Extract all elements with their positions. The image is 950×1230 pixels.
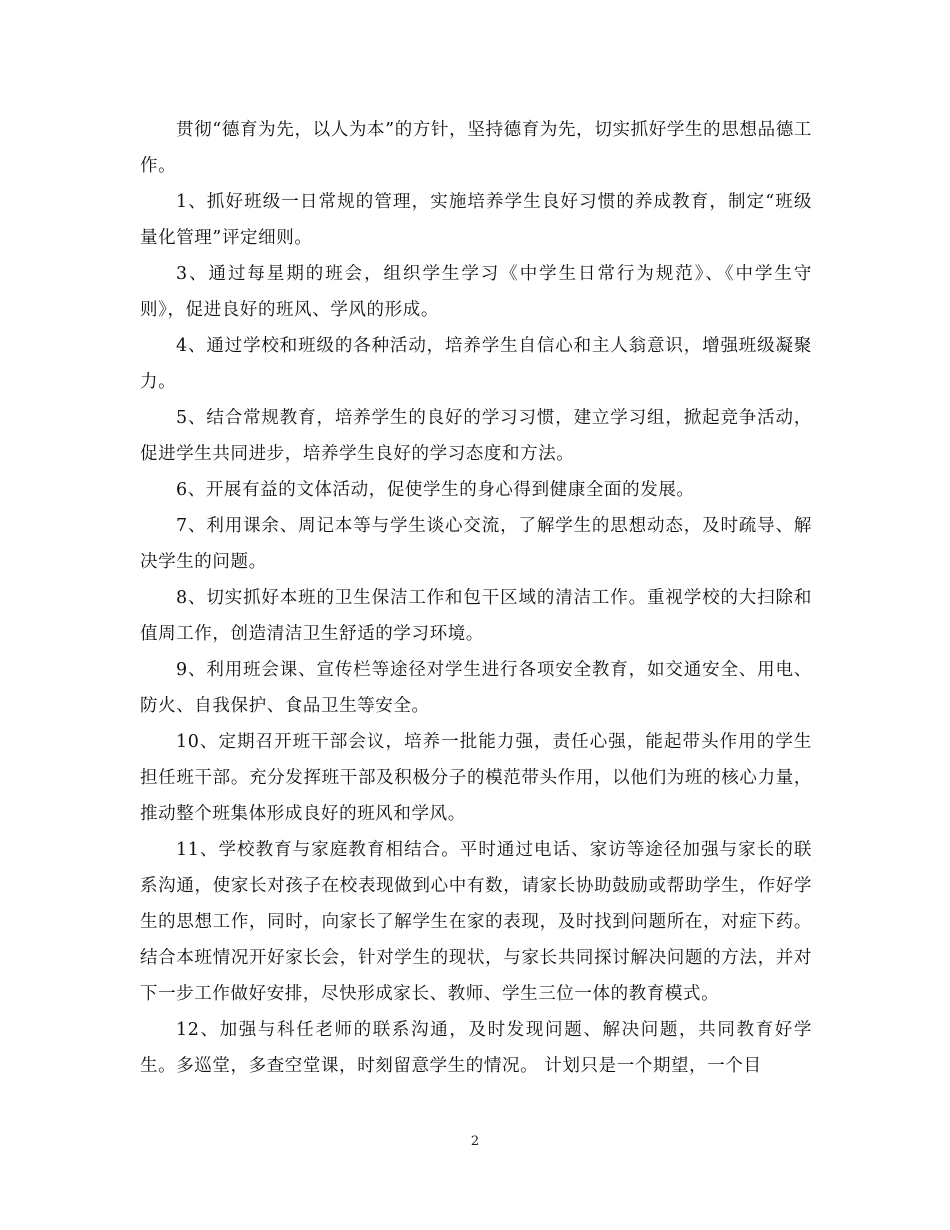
paragraph-item-9: 9、利用班会课、宣传栏等途径对学生进行各项安全教育，如交通安全、用电、防火、自我保护、食品卫生等安全。 [140,660,812,716]
document-body [140,112,812,1084]
paragraph-item-1: 1、抓好班级一日常规的管理，实施培养学生良好习惯的养成教育，制定“班级量化管理”评定细则。 [140,192,812,248]
paragraph-intro: 贯彻“德育为先，以人为本”的方针，坚持德育为先，切实抓好学生的思想品德工作。 [140,120,812,176]
paragraph-item-12: 12、加强与科任老师的联系沟通，及时发现问题、解决问题，共同教育好学生。多巡堂，多查空堂课，时刻留意学生的情况。 计划只是一个期望，一个目 [140,1020,812,1076]
paragraph-item-4: 4、通过学校和班级的各种活动，培养学生自信心和主人翁意识，增强班级凝聚力。 [140,336,812,392]
paragraph-item-7: 7、利用课余、周记本等与学生谈心交流，了解学生的思想动态，及时疏导、解决学生的问题。 [140,516,812,572]
paragraph-item-6: 6、开展有益的文体活动，促使学生的身心得到健康全面的发展。 [176,480,695,500]
paragraph-item-11: 11、学校教育与家庭教育相结合。平时通过电话、家访等途径加强与家长的联系沟通，使家长对孩子在校表现做到心中有数，请家长协助鼓励或帮助学生，作好学生的思想工作，同时，向家长了解学生在家的表现，及时找到问题所在，对症下药。结合本班情况开好家长会，针对学生的现状，与家长共同探讨解决问题的方法，并对下一步工作做好安排，尽快形成家长、教师、学生三位一体的教育模式。 [140,840,812,1004]
paragraph-item-5: 5、结合常规教育，培养学生的良好的学习习惯，建立学习组，掀起竞争活动，促进学生共同进步，培养学生良好的学习态度和方法。 [140,408,812,464]
paragraph-item-3: 3、通过每星期的班会，组织学生学习《中学生日常行为规范》、《中学生守则》，促进良好的班风、学风的形成。 [140,264,812,320]
paragraph-item-10: 10、定期召开班干部会议，培养一批能力强，责任心强，能起带头作用的学生担任班干部。充分发挥班干部及积极分子的模范带头作用，以他们为班的核心力量，推动整个班集体形成良好的班风和学风。 [140,732,812,824]
paragraph-item-8: 8、切实抓好本班的卫生保洁工作和包干区域的清洁工作。重视学校的大扫除和值周工作，创造清洁卫生舒适的学习环境。 [140,588,812,644]
page-number: 2 [470,1134,480,1149]
